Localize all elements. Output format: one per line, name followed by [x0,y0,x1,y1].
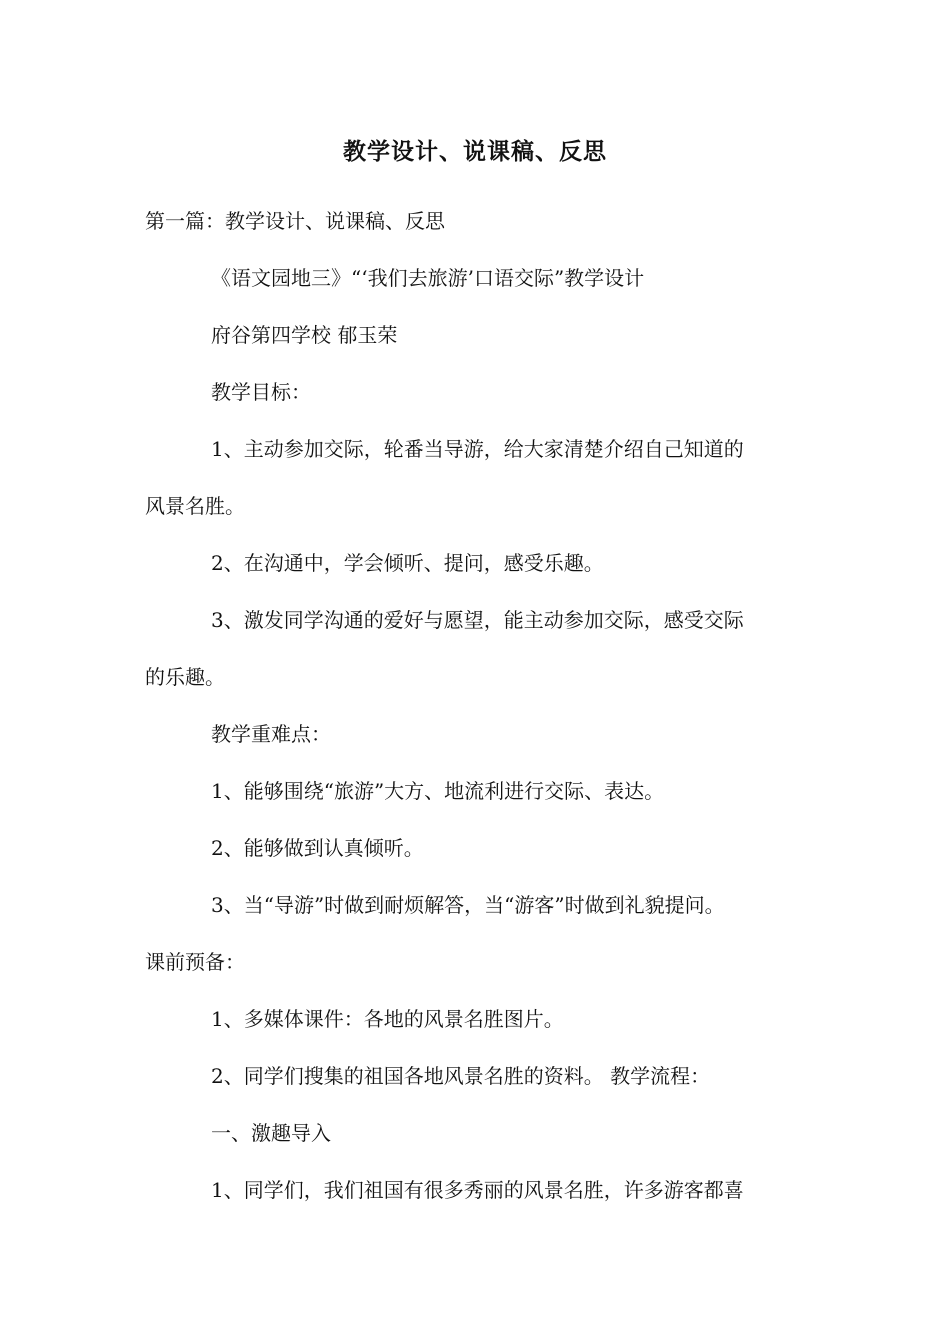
section-heading: 教学目标： [211,380,311,404]
paragraph-line: 1、多媒体课件：各地的风景名胜图片。 [211,1007,564,1031]
paragraph-line: 1、同学们，我们祖国有很多秀丽的风景名胜，许多游客都喜 [211,1178,744,1202]
paragraph-line: 3、当“导游”时做到耐烦解答，当“游客”时做到礼貌提问。 [211,893,725,917]
document-title: 教学设计、说课稿、反思 [343,138,607,165]
paragraph-line: 府谷第四学校 郁玉荣 [211,323,398,347]
paragraph-line: 2、能够做到认真倾听。 [211,836,424,860]
section-heading: 课前预备： [145,950,245,974]
document-body [145,201,825,1227]
paragraph-line: 2、在沟通中，学会倾听、提问，感受乐趣。 [211,551,604,575]
paragraph-line: 《语文园地三》“‘我们去旅游’口语交际”教学设计 [211,266,645,290]
paragraph-line: 第一篇：教学设计、说课稿、反思 [145,209,445,233]
paragraph-line: 风景名胜。 [145,494,245,518]
paragraph-line: 1、能够围绕“旅游”大方、地流利进行交际、表达。 [211,779,665,803]
section-heading: 一、激趣导入 [211,1121,331,1145]
paragraph-line: 的乐趣。 [145,665,225,689]
paragraph-line: 3、激发同学沟通的爱好与愿望，能主动参加交际，感受交际 [211,608,744,632]
paragraph-line: 2、同学们搜集的祖国各地风景名胜的资料。 教学流程： [211,1064,711,1088]
paragraph-line: 1、主动参加交际，轮番当导游，给大家清楚介绍自己知道的 [211,437,744,461]
section-heading: 教学重难点： [211,722,331,746]
